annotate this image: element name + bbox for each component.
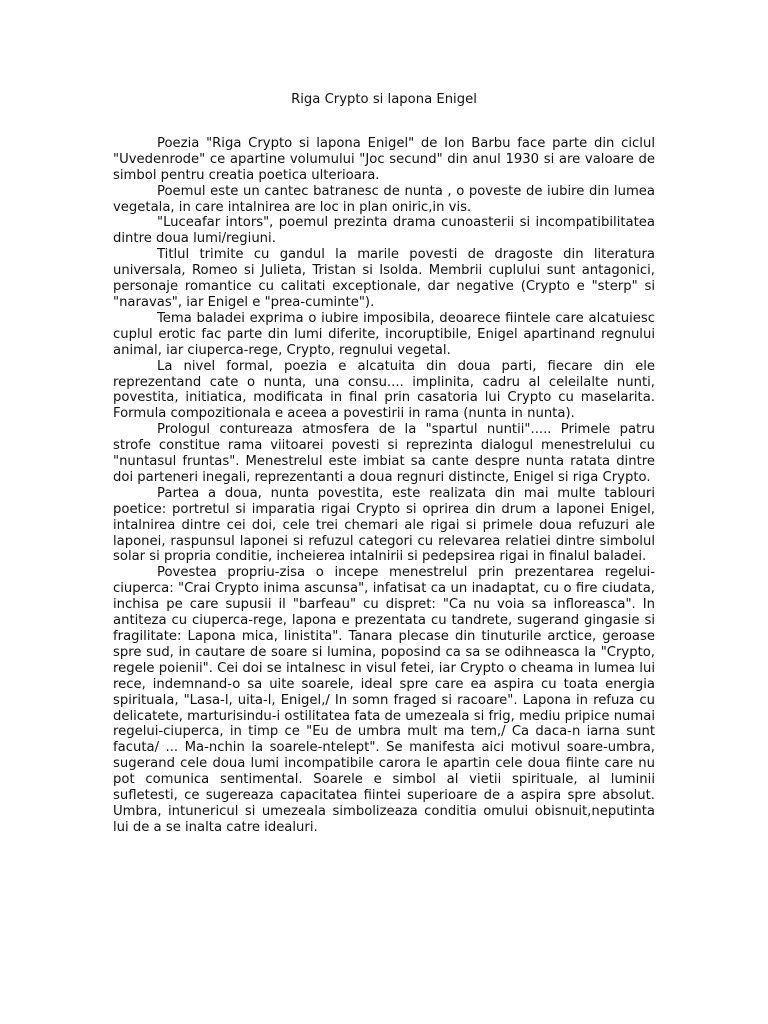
paragraph-luceafar: "Luceafar intors", poemul prezinta drama cunoasterii si incompatibilitatea dintre doua lumi/regiuni. [113, 215, 655, 247]
document-page [113, 92, 655, 836]
paragraph-prologue: Prologul contureaza atmosfera de la "spartul nuntii"..... Primele patru strofe constitue rama viitoarei povesti si reprezinta dialogul menestrelului cu "nuntasul fruntas". Menestrelul este imbiat sa cante despre nunta ratata dintre doi parteneri inegali, reprezentanti a doua regnuri distincte, Enigel si riga Crypto. [113, 422, 655, 485]
paragraph-title-meaning: Titlul trimite cu gandul la marile povesti de dragoste din literatura universala, Romeo si Julieta, Tristan si Isolda. Membrii cuplului sunt antagonici, personaje romantice cu calitati exceptionale, dar negative (Crypto e "sterp" si "naravas", iar Enigel e "prea-cuminte"). [113, 247, 655, 310]
paragraph-story: Povestea propriu-zisa o incepe menestrelul prin prezentarea regelui-ciuperca: "Crai Crypto inima ascunsa", infatisat ca un inadaptat, cu o fire ciudata, inchisa pe care supusii il "barfeau" cu dispret: "Ca nu voia sa infloreasca". In antiteza cu ciuperca-rege, lapona e prezentata cu tandrete, sugerand gingasie si fragilitate: Lapona mica, linistita". Tanara plecase din tinuturile arctice, geroase spre sud, in cautare de soare si lumina, poposind ca sa se odihneasca la "Crypto, regele poienii". Cei doi se intalnesc in visul fetei, iar Crypto o cheama in lumea lui rece, indemnand-o sa uite soarele, ideal spre care ea aspira cu toata energia spirituala, "Lasa-l, uita-l, Enigel,/ In somn fraged si racoare". Lapona in refuza cu delicatete, marturisindu-i ostilitatea fata de umezeala si frig, mediu pripice numai regelui-ciuperca, in timp ce "Eu de umbra mult ma tem,/ Ca daca-n iarna sunt facuta/ ... Ma-nchin la soarele-ntelept". Se manifesta aici motivul soare-umbra, sugerand cele doua lumi incompatibile carora le apartin cele doua fiinte care nu pot comunica sentimental. Soarele e simbol al vietii spirituale, al luminii sufletesti, ce sugereaza capacitatea fiintei superioare de a aspira spre absolut. Umbra, intunericul si umezeala simbolizeaza conditia omului obisnuit,neputinta lui de a se inalta catre idealuri. [113, 565, 655, 835]
paragraph-wedding-song: Poemul este un cantec batranesc de nunta , o poveste de iubire din lumea vegetala, in care intalnirea are loc in plan oniric,in vis. [113, 183, 655, 215]
paragraph-intro: Poezia "Riga Crypto si lapona Enigel" de Ion Barbu face parte din ciclul "Uvedenrode" ce apartine volumului "Joc secund" din anul 1930 si are valoare de simbol pentru creatia poetica ulterioara. [113, 135, 655, 183]
document-title: Riga Crypto si lapona Enigel [291, 92, 477, 107]
paragraph-theme: Tema baladei exprima o iubire imposibila, deoarece fiintele care alcatuiesc cuplul erotic fac parte din lumi diferite, incoruptibile, Enigel apartinand regnului animal, iar ciuperca-rege, Crypto, regnului vegetal. [113, 310, 655, 358]
paragraph-form: La nivel formal, poezia e alcatuita din doua parti, fiecare din ele reprezentand cate o nunta, una consu.... implinita, cadru al celeilalte nunti, povestita, initiatica, modificata in final prin casatoria lui Crypto cu maselarita. Formula compozitionala e aceea a povestirii in rama (nunta in nunta). [113, 358, 655, 422]
paragraph-part-two: Partea a doua, nunta povestita, este realizata din mai multe tablouri poetice: portretul si imparatia rigai Crypto si oprirea din drum a laponei Enigel, intalnirea dintre cei doi, cele trei chemari ale rigai si primele doua refuzuri ale laponei, raspunsul laponei si refuzul categori cu relevarea relatiei dintre simbolul solar si propria conditie, incheierea intalnirii si pedepsirea rigai in finalul baladei. [113, 485, 655, 565]
